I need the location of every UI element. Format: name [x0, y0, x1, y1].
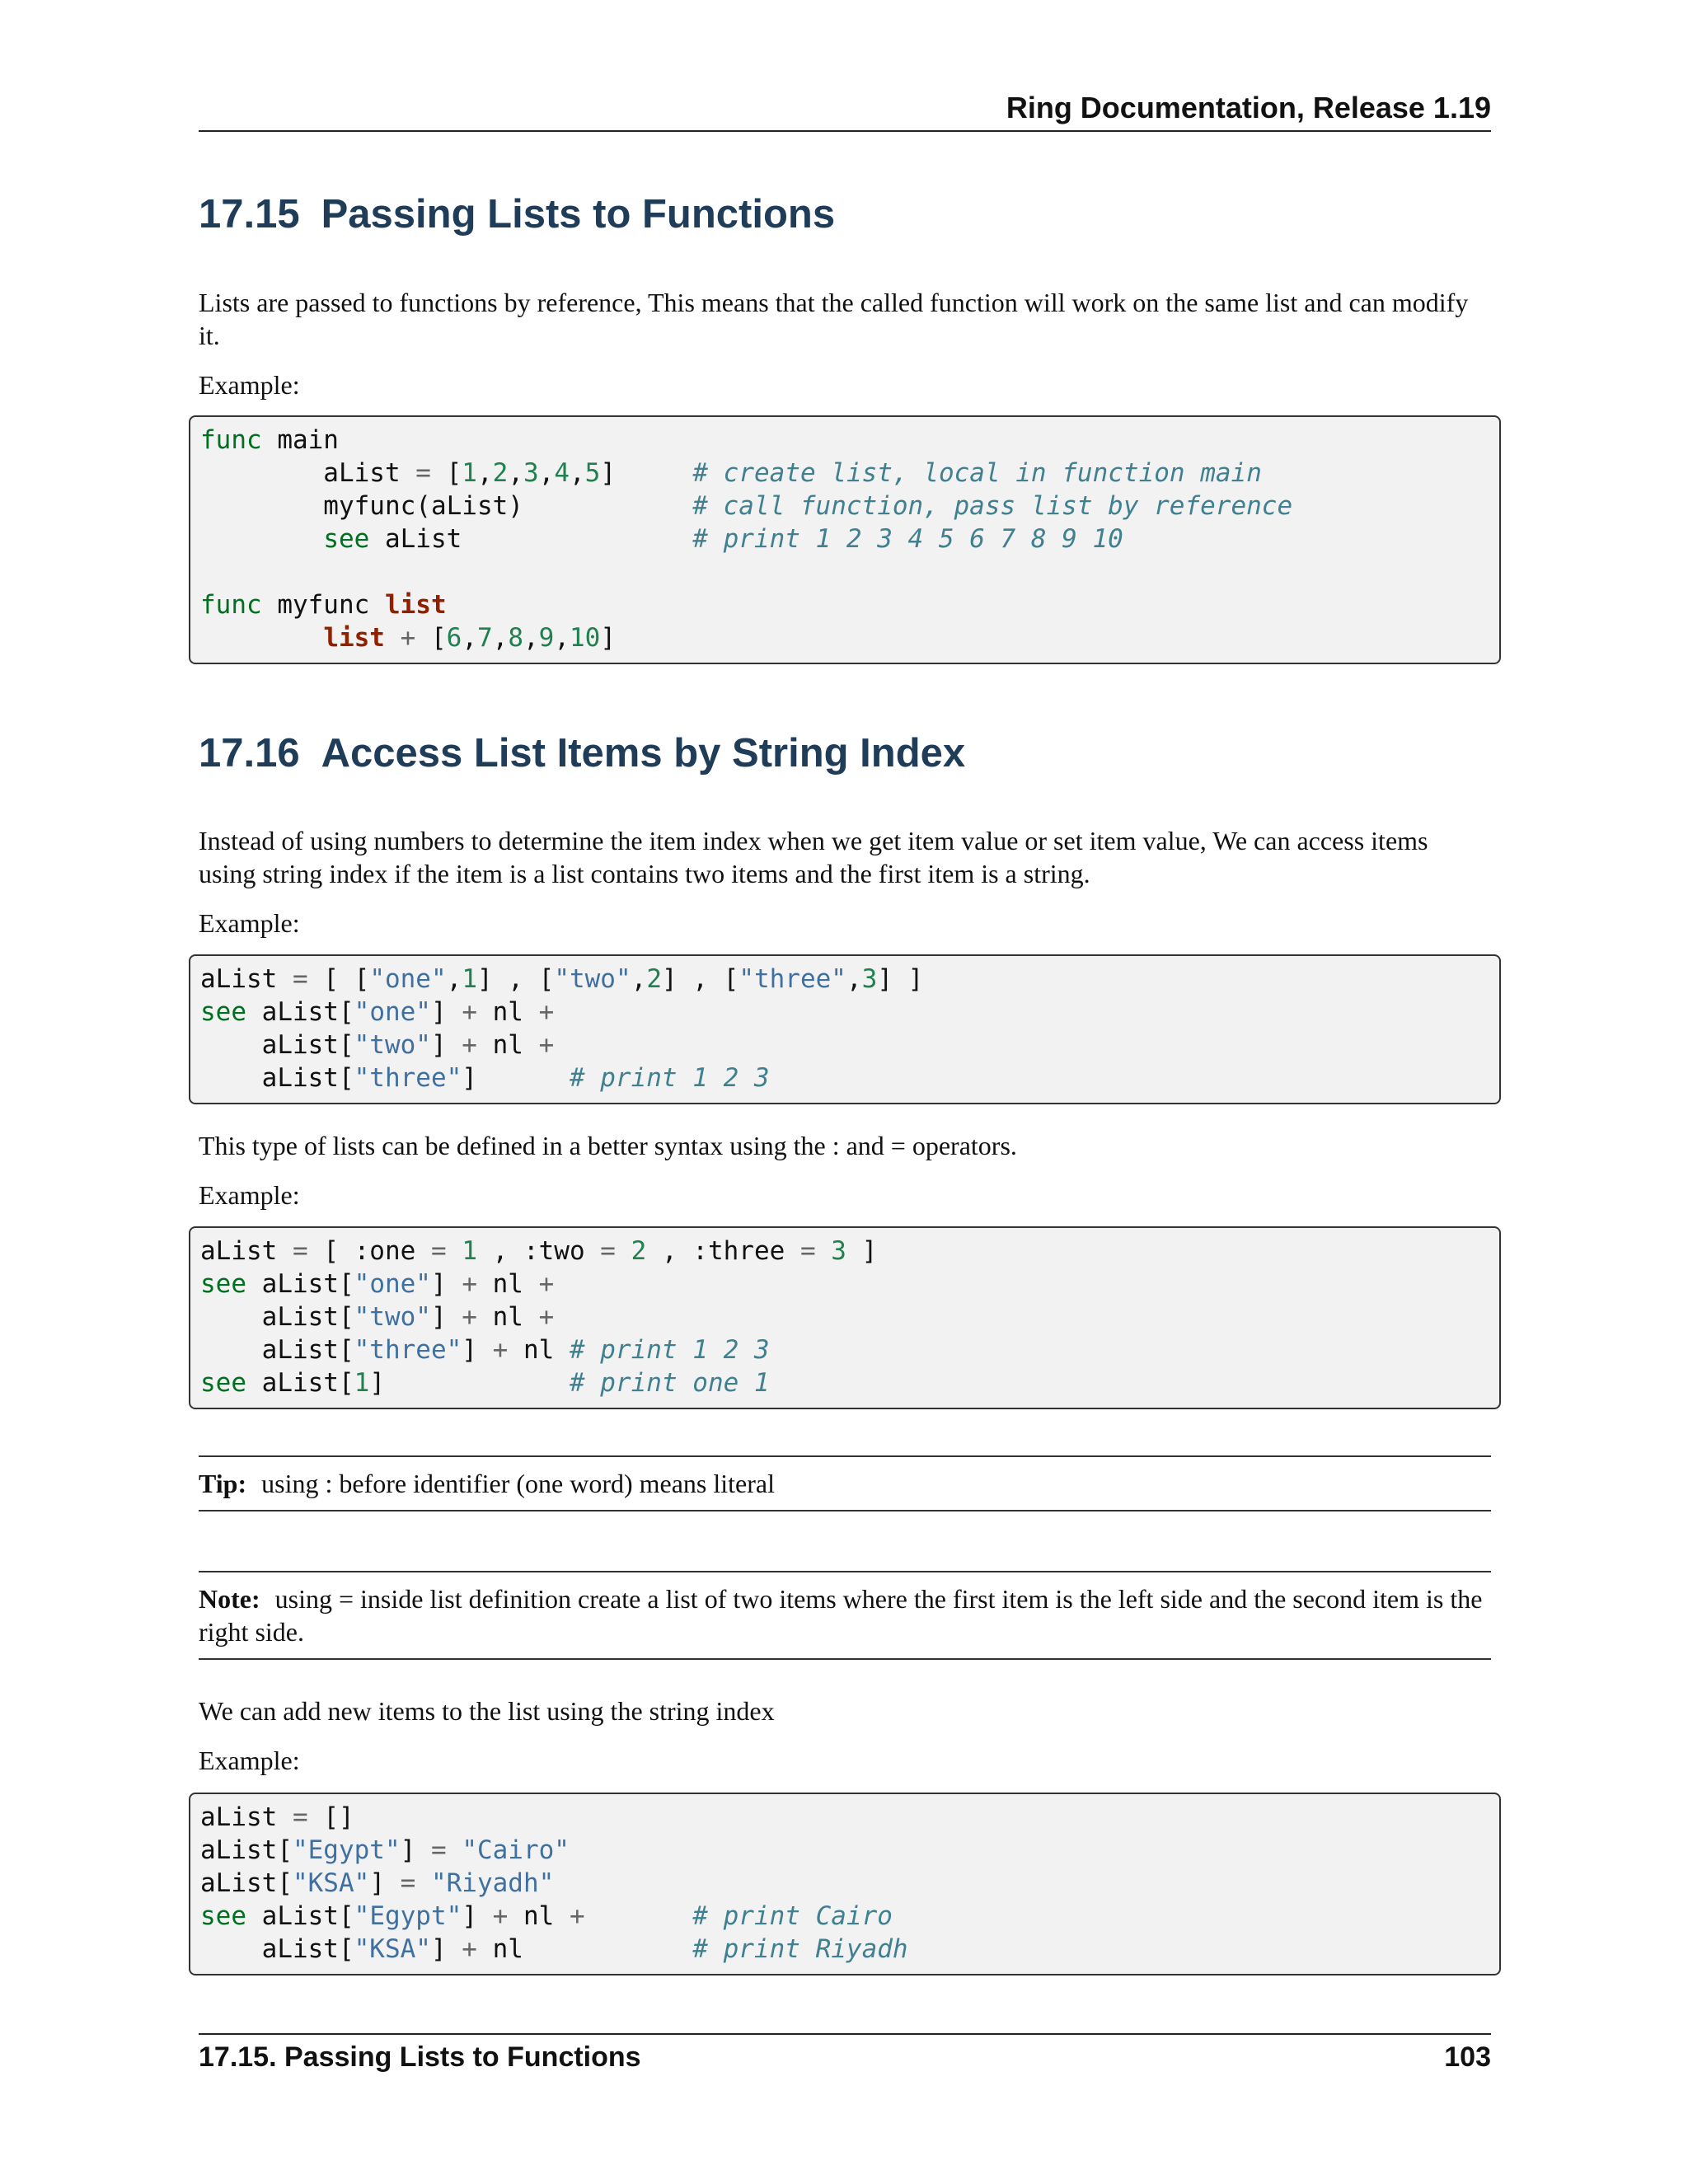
- note-label: Note:: [199, 1584, 260, 1614]
- section-number: 17.16: [199, 731, 300, 776]
- code-block-add-items: aList = [] aList["Egypt"] = "Cairo" aList["KSA"] = "Riyadh" see aList["Egypt"] + nl + # print Cairo aList["KSA"] + nl # print Riyadh: [189, 1793, 1501, 1975]
- page-number: 103: [1444, 2041, 1491, 2073]
- section-title: Passing Lists to Functions: [321, 192, 836, 237]
- tip-label: Tip:: [199, 1469, 247, 1498]
- section-heading-17-15: [199, 191, 835, 237]
- code-block-passing-lists: func main aList = [1,2,3,4,5] # create list, local in function main myfunc(aList) # call function, pass list by reference see aList # print 1 2 3 4 5 6 7 8 9 10 func myfunc list list + [6,7,8,9,10]: [189, 415, 1501, 664]
- page-footer: [199, 2033, 1491, 2074]
- example-label: Example:: [199, 908, 300, 938]
- footer-section-title: 17.15. Passing Lists to Functions: [199, 2041, 641, 2073]
- note-box: [199, 1571, 1491, 1660]
- section-heading-17-16: [199, 730, 965, 776]
- running-header: Ring Documentation, Release 1.19: [199, 91, 1491, 132]
- code-block-literal-syntax: aList = [ :one = 1 , :two = 2 , :three = 3 ] see aList["one"] + nl + aList["two"] + nl + aList["three"] + nl # print 1 2 3 see aList[1] # print one 1: [189, 1226, 1501, 1409]
- example-label: Example:: [199, 1746, 300, 1775]
- paragraph: Instead of using numbers to determine the item index when we get item value or set item value, We can access items using string index if the item is a list contains two items and the first item is a string.: [199, 826, 1428, 888]
- note-text: using = inside list definition create a list of two items where the first item is the left side and the second item is the right side.: [199, 1584, 1483, 1647]
- example-label: Example:: [199, 1180, 300, 1210]
- example-label: Example:: [199, 370, 300, 400]
- tip-text: using : before identifier (one word) means literal: [261, 1469, 775, 1498]
- code-block-string-index: aList = [ ["one",1] , ["two",2] , ["three",3] ] see aList["one"] + nl + aList["two"] + nl + aList["three"] # print 1 2 3: [189, 954, 1501, 1104]
- paragraph: Lists are passed to functions by reference, This means that the called function will work on the same list and can modify it.: [199, 288, 1469, 350]
- section-title: Access List Items by String Index: [321, 731, 966, 776]
- section-number: 17.15: [199, 192, 300, 237]
- tip-box: [199, 1455, 1491, 1511]
- paragraph: We can add new items to the list using the string index: [199, 1696, 775, 1726]
- paragraph: This type of lists can be defined in a better syntax using the : and = operators.: [199, 1131, 1017, 1160]
